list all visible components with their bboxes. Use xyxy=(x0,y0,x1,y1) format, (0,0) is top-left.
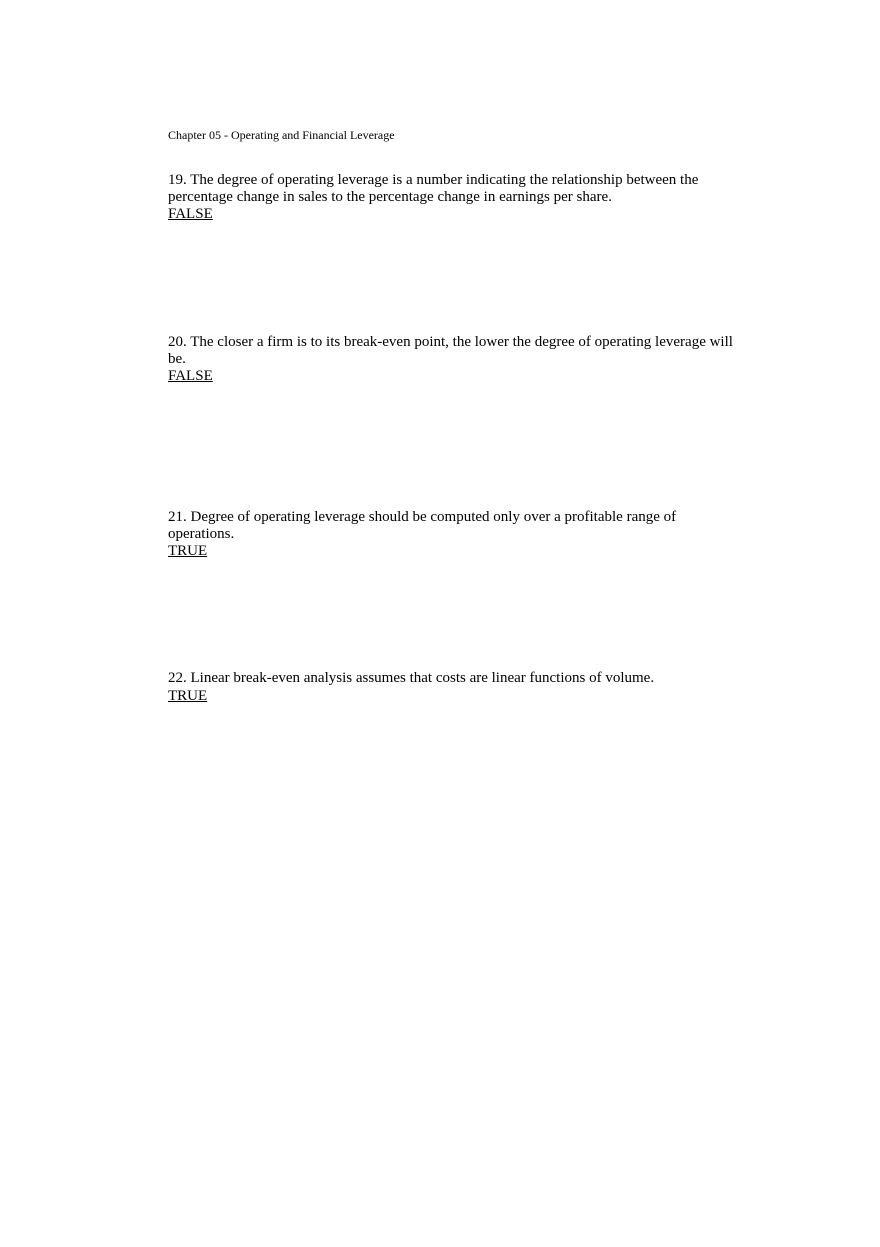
question-21 xyxy=(168,509,743,560)
question-answer: FALSE xyxy=(168,368,213,384)
chapter-header: Chapter 05 - Operating and Financial Leverage xyxy=(168,128,395,142)
question-19 xyxy=(168,172,743,223)
question-22 xyxy=(168,670,743,705)
question-text: 21. Degree of operating leverage should be computed only over a profitable range of operations. xyxy=(168,509,677,542)
question-answer: TRUE xyxy=(168,687,208,704)
question-answer: FALSE xyxy=(168,206,213,222)
question-20 xyxy=(168,334,743,385)
question-text: 20. The closer a firm is to its break-even point, the lower the degree of operating leverage will be. xyxy=(168,334,733,367)
question-answer: TRUE xyxy=(168,543,208,559)
question-text: 19. The degree of operating leverage is a number indicating the relationship between the percentage change in sales to the percentage change in earnings per share. xyxy=(168,172,699,205)
question-text: 22. Linear break-even analysis assumes that costs are linear functions of volume. xyxy=(168,670,655,686)
